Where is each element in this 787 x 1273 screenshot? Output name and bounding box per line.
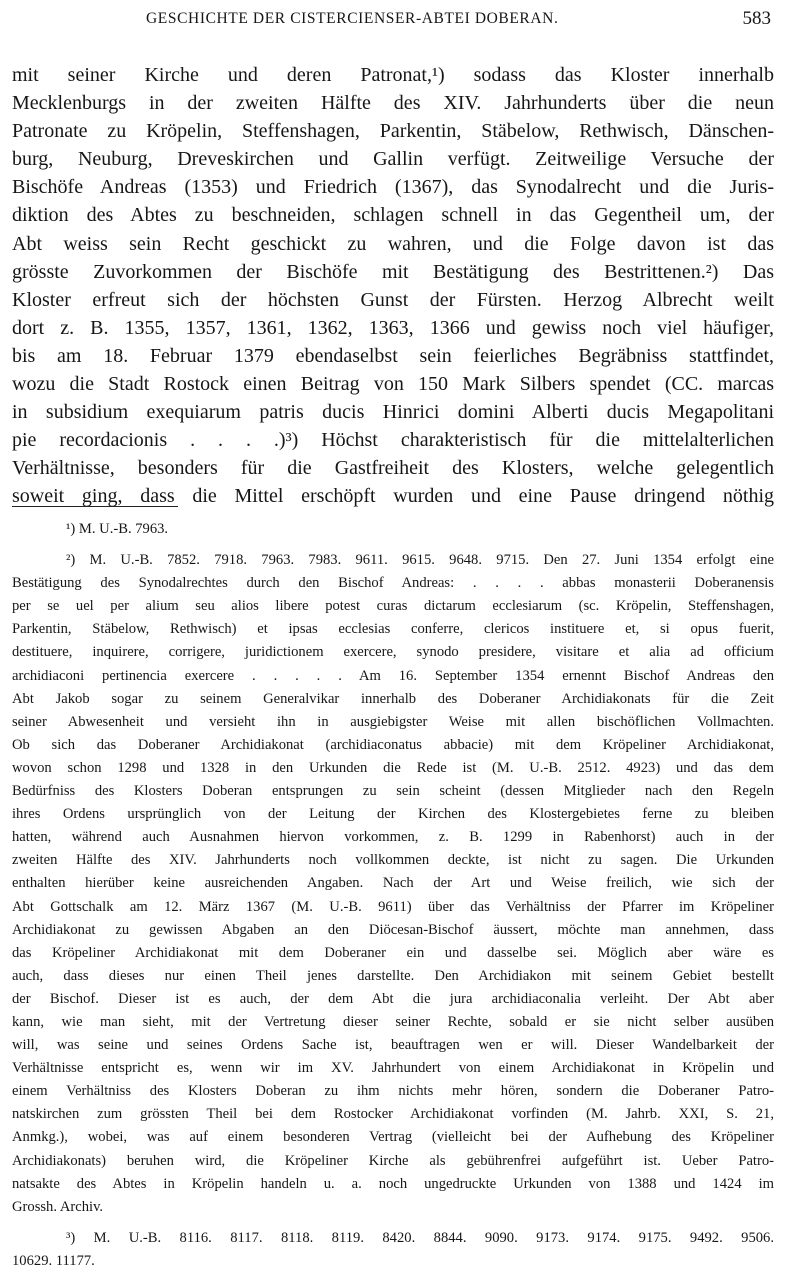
footnote-line: seiner Abwesenheit und versieht ihn in ausgiebigster Weise mit allen bischöflichen Vollmachten.	[12, 713, 774, 730]
page-header	[12, 8, 771, 38]
footnote-line: per se uel per alium seu alios libere potest curas dictarum ecclesiarum (sc. Kröpelin, Steffenshagen,	[12, 598, 774, 615]
footnote-2	[12, 549, 774, 1219]
footnote-line: natskirchen zum grössten Theil bei dem Rostocker Archidiakonat vorfinden (M. Jahrb. XXI, S. 21,	[12, 1106, 774, 1123]
footnote-line: ²) M. U.-B. 7852. 7918. 7963. 7983. 9611. 9615. 9648. 9715. Den 27. Juni 1354 erfolgt eine	[66, 552, 774, 569]
footnote-line: Anmkg.), wobei, was auf einem besonderen Vertrag (vielleicht bei der Aufhebung des Kröpeliner	[12, 1129, 774, 1146]
footnote-line: will, was seine und seines Ordens Sache ist, beauftragen wen er will. Dieser Wandelbarkeit der	[12, 1037, 774, 1054]
body-line: Kloster erfreut sich der höchsten Gunst der Fürsten. Herzog Albrecht weilt	[12, 288, 774, 311]
footnote-line: enthalten hierüber keine ausreichenden Angaben. Nach der Art und Weise freilich, wie sich der	[12, 875, 774, 892]
footnote-line: auch, dass dieses nur einen Theil jenes darstellte. Den Archidiakon mit seinem Gebiet bestellt	[12, 967, 774, 984]
footnote-line: Archidiakonat zu gewissen Abgaben an den Diöcesan-Bischof äussert, möchte man annehmen, dass	[12, 921, 774, 938]
footnote-3	[12, 1227, 774, 1273]
footnote-line: Abt Gottschalk am 12. März 1367 (M. U.-B. 9611) über das Verhältniss der Pfarrer im Kröpeliner	[12, 898, 774, 915]
body-line: Mecklenburgs in der zweiten Hälfte des XIV. Jahrhunderts über die neun	[12, 92, 774, 115]
footnote-line: Bestätigung des Synodalrechtes durch den Bischof Andreas: . . . . abbas monasterii Doberanensis	[12, 575, 774, 592]
body-line: bis am 18. Februar 1379 ebendaselbst sein feierliches Begräbniss stattfindet,	[12, 344, 774, 367]
footnote-line: wovon schon 1298 und 1328 in den Urkunden die Rede ist (M. U.-B. 2512. 4923) und das dem	[12, 759, 774, 776]
footnote-line: Verhältnisse entspricht es, wenn wir im XV. Jahrhundert von einem Archidiakonat in Kröpelin und	[12, 1060, 774, 1077]
body-line: grösste Zuvorkommen der Bischöfe mit Bestätigung des Bestrittenen.²) Das	[12, 260, 774, 283]
body-line: mit seiner Kirche und deren Patronat,¹) sodass das Kloster innerhalb	[12, 64, 774, 86]
footnote-line: ³) M. U.-B. 8116. 8117. 8118. 8119. 8420. 8844. 9090. 9173. 9174. 9175. 9492. 9506.	[66, 1229, 774, 1246]
footnote-line: hatten, während auch Ausnahmen hiervon vorkommen, z. B. 1299 in Rabenhorst) auch in der	[12, 829, 774, 846]
body-line: in subsidium exequiarum patris ducis Hinrici domini Alberti ducis Megapolitani	[12, 401, 774, 424]
body-line: soweit ging, dass die Mittel erschöpft wurden und eine Pause dringend nöthig	[12, 485, 774, 508]
footnotes	[12, 518, 774, 1273]
footnote-line: ihres Ordens ursprünglich von der Leitung der Kirchen des Klostergebietes ferne zu bleiben	[12, 806, 774, 823]
footnote-line: 10629. 11177.	[12, 1252, 95, 1269]
footnote-line: ¹) M. U.-B. 7963.	[66, 521, 169, 537]
footnote-line: kann, wie man sieht, mit der Vertretung dieser seiner Rechte, sobald er sie nicht selber ausüben	[12, 1013, 774, 1030]
footnote-line: zweiten Hälfte des XIV. Jahrhunderts noch vollkommen deckte, ist nicht zu sagen. Die Urkunden	[12, 852, 774, 869]
footnote-line: Ob sich das Doberaner Archidiakonat (archidiaconatus abbacie) mit dem Kröpeliner Archidiakonat,	[12, 736, 774, 753]
body-line: wozu die Stadt Rostock einen Beitrag von 150 Mark Silbers spendet (CC. marcas	[12, 373, 774, 396]
running-title: GESCHICHTE DER CISTERCIENSER-ABTEI DOBERAN.	[146, 10, 559, 27]
footnote-line: Abt Jakob sogar zu seinem Generalvikar innerhalb des Doberaner Archidiakonats für die Zeit	[12, 690, 774, 707]
body-line: Bischöfe Andreas (1353) und Friedrich (1367), das Synodalrecht und die Juris-	[12, 176, 774, 199]
footnote-line: Bedürfniss des Klosters Doberan entsprungen zu sein scheint (dessen Mitglieder nach den Regeln	[12, 783, 774, 800]
footnote-line: der Bischof. Dieser ist es auch, der dem Abt die jura archidiaconalia verleiht. Der Abt aber	[12, 990, 774, 1007]
body-line: Verhältnisse, besonders für die Gastfreiheit des Klosters, welche gelegentlich	[12, 457, 774, 480]
footnote-separator	[12, 506, 178, 507]
footnote-line: Archidiakonats) beruhen wird, die Kröpeliner Kirche als gebührenfrei aufgeführt ist. Ueber Patro-	[12, 1152, 774, 1169]
footnote-line: destituere, inquirere, corrigere, juridictionem exercere, synodo presidere, visitare et alia ad officium	[12, 644, 774, 661]
main-text	[12, 61, 774, 511]
body-line: dort z. B. 1355, 1357, 1361, 1362, 1363, 1366 und gewiss noch viel häufiger,	[12, 316, 774, 339]
body-line: diktion des Abtes zu beschneiden, schlagen schnell in das Gegentheil um, der	[12, 204, 774, 227]
footnote-line: natsakte des Abtes in Kröpelin handeln u. a. noch ungedruckte Urkunden von 1388 und 1424 im	[12, 1175, 774, 1192]
body-line: pie recordacionis . . . .)³) Höchst charakteristisch für die mittelalterlichen	[12, 429, 774, 452]
footnote-line: das Kröpeliner Archidiakonat mit dem Doberaner ein und dasselbe sei. Möglich aber wäre es	[12, 944, 774, 961]
footnote-line: einem Verhältniss des Klosters Doberan zu ihm nichts mehr hören, sondern die Doberaner Patro-	[12, 1083, 774, 1100]
footnote-line: Parkentin, Stäbelow, Rethwisch) et ipsas ecclesias conferre, clericos instituere et, si opus fuerit,	[12, 621, 774, 638]
footnote-line: archidiaconi pertinencia exercere . . . . . Am 16. September 1354 ernennt Bischof Andreas den	[12, 667, 774, 684]
body-line: Patronate zu Kröpelin, Steffenshagen, Parkentin, Stäbelow, Rethwisch, Dänschen-	[12, 120, 774, 143]
page-number: 583	[742, 8, 771, 29]
body-line: Abt weiss sein Recht geschickt zu wahren, und die Folge davon ist das	[12, 232, 774, 255]
footnote-1	[12, 518, 774, 541]
body-line: burg, Neuburg, Dreveskirchen und Gallin verfügt. Zeitweilige Versuche der	[12, 148, 774, 171]
footnote-line: Grossh. Archiv.	[12, 1198, 104, 1215]
